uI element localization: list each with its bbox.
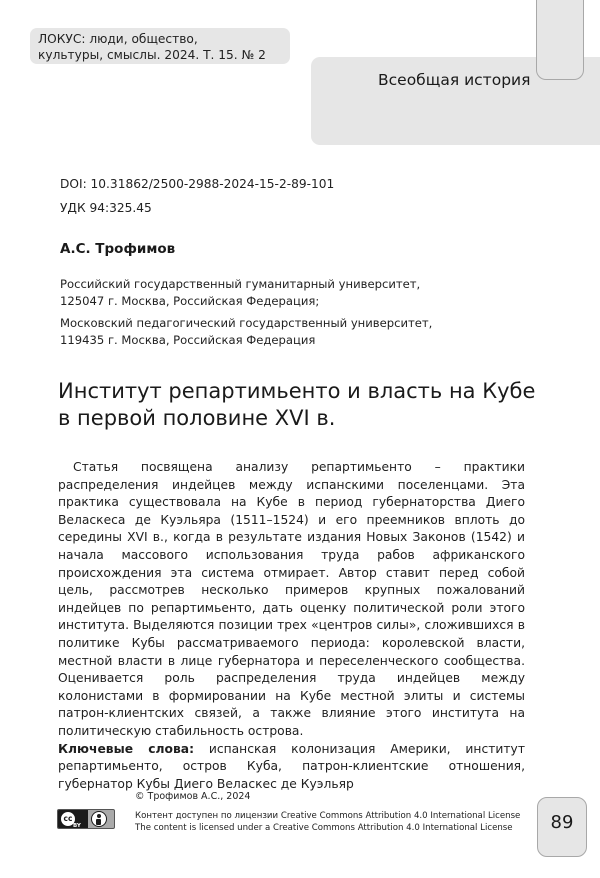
- cc-by-license-badge[interactable]: [57, 809, 115, 829]
- page-number: 89: [550, 812, 574, 833]
- affiliation-1-line-1: Российский государственный гуманитарный университет,: [60, 277, 421, 291]
- article-title-line-1: Институт репартимьенто и власть на Кубе: [58, 379, 536, 403]
- abstract-text: Статья посвящена анализу репартимьенто – практики распределения индейцев между испанскими поселенцами. Эта практика существовала на Кубе в период губернаторства Диего Веласкеса де Куэльяра (1511–1524) и его преемников вплоть до середины XVI в., когда в результате издания Новых Законов (1542) и начала массового использования труда рабов африканского происхождения эта система отмирает. Автор ставит перед собой цель, рассмотрев несколько примеров крупных пожалований индейцев по репартимьенто, дать оценку политической роли этого института. Выделяются позиции трех «центров силы», сложившихся в политике Кубы рассматриваемого периода: королевской власти, местной власти в лице губернатора и переселенческого сообщества. Оценивается роль распределения труда индейцев между колонистами в формировании на Кубе местной элиты и системы патрон-клиентских связей, а также влияние этого института на политическую стабильность острова.: [58, 460, 525, 738]
- author-name: А.С. Трофимов: [60, 241, 176, 257]
- affiliation-1-line-2: 125047 г. Москва, Российская Федерация;: [60, 294, 320, 308]
- keywords-text: испанская колонизация Америки, институт репартимьенто, остров Куба, патрон-клиентские отношения, губернатор Кубы Диего Веласкес де Куэльяр: [58, 741, 525, 791]
- license-en: The content is licensed under a Creative Commons Attribution 4.0 International License: [135, 823, 513, 833]
- license-ru: Контент доступен по лицензии Creative Commons Attribution 4.0 International License: [135, 811, 521, 821]
- affiliation-2: [60, 315, 432, 349]
- copyright: © Трофимов А.С., 2024: [135, 791, 251, 802]
- cc-icon: cc: [60, 811, 76, 827]
- corner-tab: [536, 0, 584, 80]
- affiliation-2-line-1: Московский педагогический государственный университет,: [60, 316, 433, 330]
- abstract-block: [58, 459, 525, 793]
- article-title-line-2: в первой половине XVI в.: [58, 406, 336, 430]
- keywords-label: Ключевые слова:: [58, 741, 194, 756]
- udk-code: УДК 94:325.45: [60, 201, 152, 215]
- license-text: [135, 810, 520, 834]
- attribution-person-icon: [91, 811, 107, 827]
- affiliation-2-line-2: 119435 г. Москва, Российская Федерация: [60, 333, 316, 347]
- journal-line-1: ЛОКУС: люди, общество,: [38, 32, 198, 46]
- article-title: [58, 378, 535, 432]
- journal-line-2: культуры, смыслы. 2024. Т. 15. № 2: [38, 48, 266, 62]
- affiliation-1: [60, 276, 420, 310]
- doi: DOI: 10.31862/2500-2988-2024-15-2-89-101: [60, 177, 335, 191]
- keywords: [58, 741, 525, 794]
- section-title: Всеобщая история: [378, 71, 531, 89]
- cc-by-label: BY: [73, 823, 81, 829]
- journal-citation-box: [30, 28, 290, 64]
